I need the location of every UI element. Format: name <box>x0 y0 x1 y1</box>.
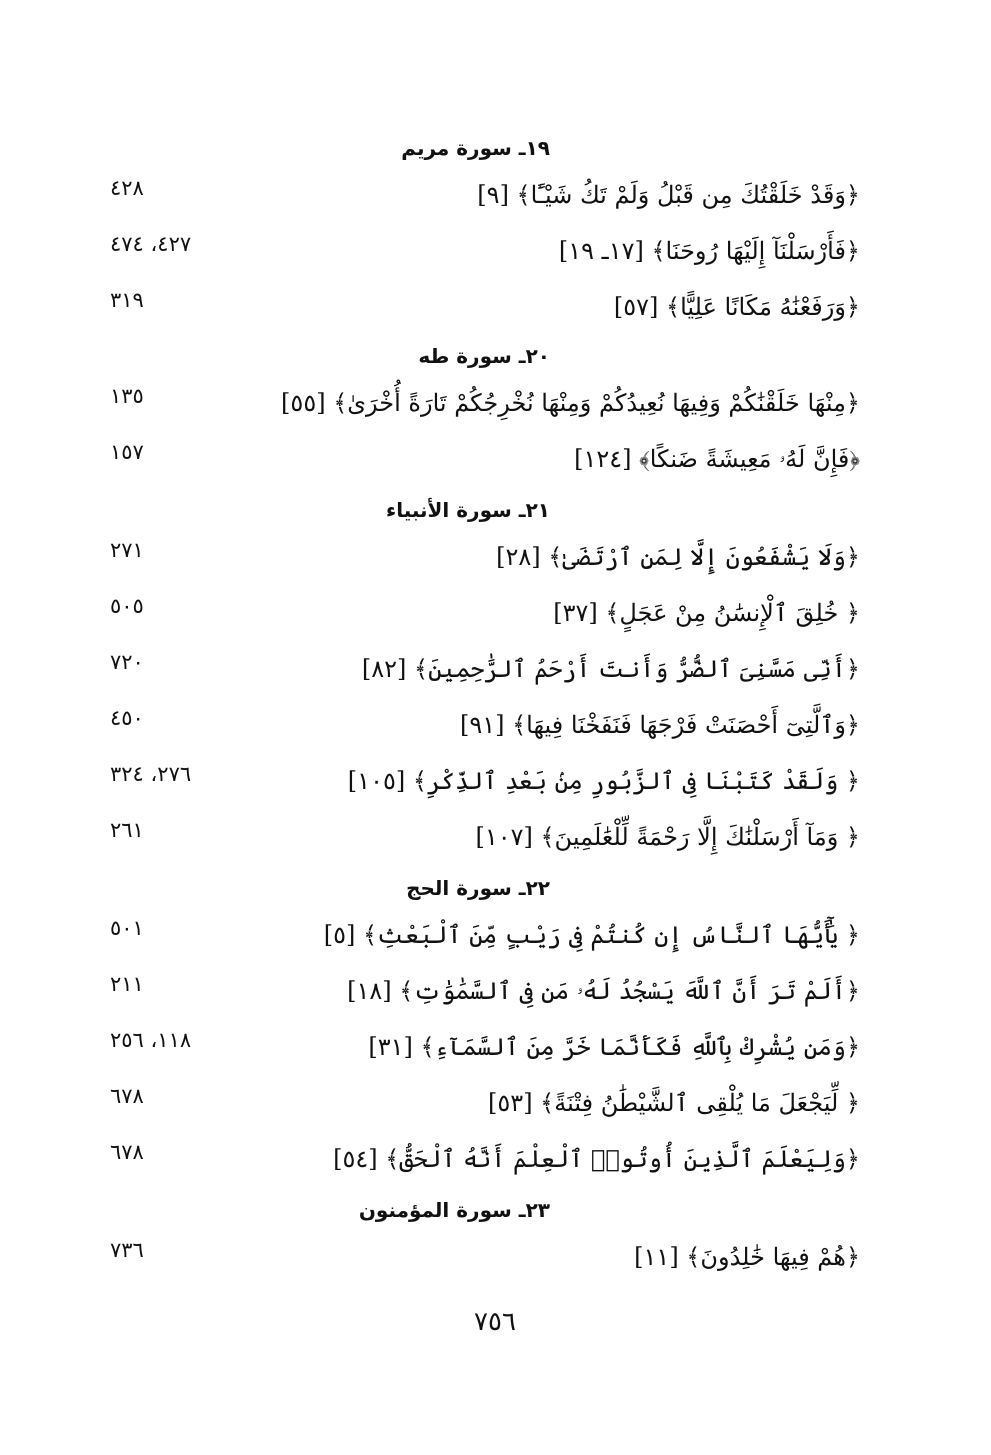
verse-text: ﴿ لِّيَجْعَلَ مَا يُلْقِى ٱلشَّيْطَٰنُ فِتْنَةً﴾ [٥٣] <box>488 1089 860 1117</box>
page-references: ٦٧٨ <box>110 1140 144 1164</box>
page-references: ٥٠١ <box>110 916 144 940</box>
verse-entry <box>100 910 860 960</box>
verse-text: ﴿وَٱلَّتِىٓ أَحْصَنَتْ فَرْجَهَا فَنَفَخْنَا فِيهَا﴾ [٩١] <box>459 711 860 739</box>
verse-entry <box>100 532 860 582</box>
verse-entry <box>100 756 860 806</box>
verse-text: ﴿وَقَدْ خَلَقْتُكَ مِن قَبْلُ وَلَمْ تَكُ شَيْـًٔا﴾ [٩] <box>477 181 860 209</box>
verse-entry <box>100 966 860 1016</box>
verse-entry <box>100 434 860 484</box>
surah-heading-maryam: ١٩ـ سورة مريم <box>401 136 550 160</box>
page-references: ٢٧٦، ٣٢٤ <box>110 762 192 786</box>
page-references: ٦٧٨ <box>110 1084 144 1108</box>
verse-text: ﴿وَرَفَعْنَٰهُ مَكَانًا عَلِيًّا﴾ [٥٧] <box>613 293 860 321</box>
verse-entry <box>100 812 860 862</box>
verse-entry <box>100 170 860 220</box>
verse-entry <box>100 1022 860 1072</box>
surah-heading-taha: ٢٠ـ سورة طه <box>418 344 550 368</box>
verse-text: ﴿ خُلِقَ ٱلْإِنسَٰنُ مِنْ عَجَلٍ﴾ [٣٧] <box>553 599 860 627</box>
page-references: ١١٨، ٢٥٦ <box>110 1028 192 1052</box>
page-references: ٣١٩ <box>110 288 144 312</box>
verse-text: ﴿فَأَرْسَلْنَآ إِلَيْهَا رُوحَنَا﴾ [١٧ـ ١٩] <box>558 237 860 265</box>
surah-heading-al-muminun: ٢٣ـ سورة المؤمنون <box>358 1198 550 1222</box>
verse-text: ﴿هُمْ فِيهَا خَٰلِدُونَ﴾ [١١] <box>634 1243 860 1271</box>
verse-entry <box>100 378 860 428</box>
verse-entry <box>100 1134 860 1184</box>
verse-text: ﴿ يَٰٓأَيُّهَا ٱلنَّاسُ إِن كُنتُمْ فِى رَيْبٍ مِّنَ ٱلْبَعْثِ﴾ [٥] <box>323 921 860 949</box>
verse-text: ﴿فَإِنَّ لَهُۥ مَعِيشَةً ضَنكًا﴾ [١٢٤] <box>574 445 860 473</box>
verse-entry <box>100 1232 860 1282</box>
page-references: ٧٢٠ <box>110 650 144 674</box>
page-references: ١٥٧ <box>110 440 144 464</box>
page-number: ٧٥٦ <box>474 1307 516 1337</box>
verse-entry <box>100 588 860 638</box>
verse-text: ﴿وَلَا يَشْفَعُونَ إِلَّا لِمَنِ ٱرْتَضَىٰ﴾ [٢٨] <box>496 543 860 571</box>
verse-entry <box>100 1078 860 1128</box>
verse-entry <box>100 226 860 276</box>
verse-text: ﴿ وَمَآ أَرْسَلْنَٰكَ إِلَّا رَحْمَةً لِّلْعَٰلَمِينَ﴾ [١٠٧] <box>475 823 860 851</box>
verse-text: ﴿مِنْهَا خَلَقْنَٰكُمْ وَفِيهَا نُعِيدُكُمْ وَمِنْهَا نُخْرِجُكُمْ تَارَةً أُخْرَىٰ﴾ [٥٥] <box>281 389 860 417</box>
verse-entry <box>100 700 860 750</box>
surah-heading-al-hajj: ٢٢ـ سورة الحج <box>406 876 550 900</box>
page-references: ٤٥٠ <box>110 706 144 730</box>
verse-entry <box>100 282 860 332</box>
page-references: ٤٢٧، ٤٧٤ <box>110 232 192 256</box>
page-references: ٢١١ <box>110 972 144 996</box>
verse-text: ﴿ وَلَقَدْ كَتَبْنَا فِى ٱلزَّبُورِ مِنۢ بَعْدِ ٱلذِّكْرِ﴾ [١٠٥] <box>347 767 860 795</box>
page-references: ٢٦١ <box>110 818 144 842</box>
verse-text: ﴿وَلِيَعْلَمَ ٱلَّذِينَ أُوتُوا۟ ٱلْعِلْمَ أَنَّهُ ٱلْحَقُّ﴾ [٥٤] <box>333 1145 860 1173</box>
page-references: ٢٧١ <box>110 538 144 562</box>
verse-text: ﴿أَلَمْ تَرَ أَنَّ ٱللَّهَ يَسْجُدُ لَهُۥ مَن فِى ٱلسَّمَٰوَٰتِ﴾ [١٨] <box>347 977 860 1005</box>
verse-text: ﴿وَمَن يُشْرِكْ بِٱللَّهِ فَكَأَنَّمَا خَرَّ مِنَ ٱلسَّمَآءِ﴾ [٣١] <box>368 1033 860 1061</box>
page-references: ٧٣٦ <box>110 1238 144 1262</box>
verse-text: ﴿أَنِّى مَسَّنِىَ ٱلضُّرُّ وَأَنتَ أَرْحَمُ ٱلرَّٰحِمِينَ﴾ [٨٢] <box>361 655 860 683</box>
surah-heading-al-anbiya: ٢١ـ سورة الأنبياء <box>385 498 550 522</box>
page-references: ٥٠٥ <box>110 594 144 618</box>
page-references: ٤٢٨ <box>110 176 144 200</box>
verse-entry <box>100 644 860 694</box>
page-references: ١٣٥ <box>110 384 144 408</box>
